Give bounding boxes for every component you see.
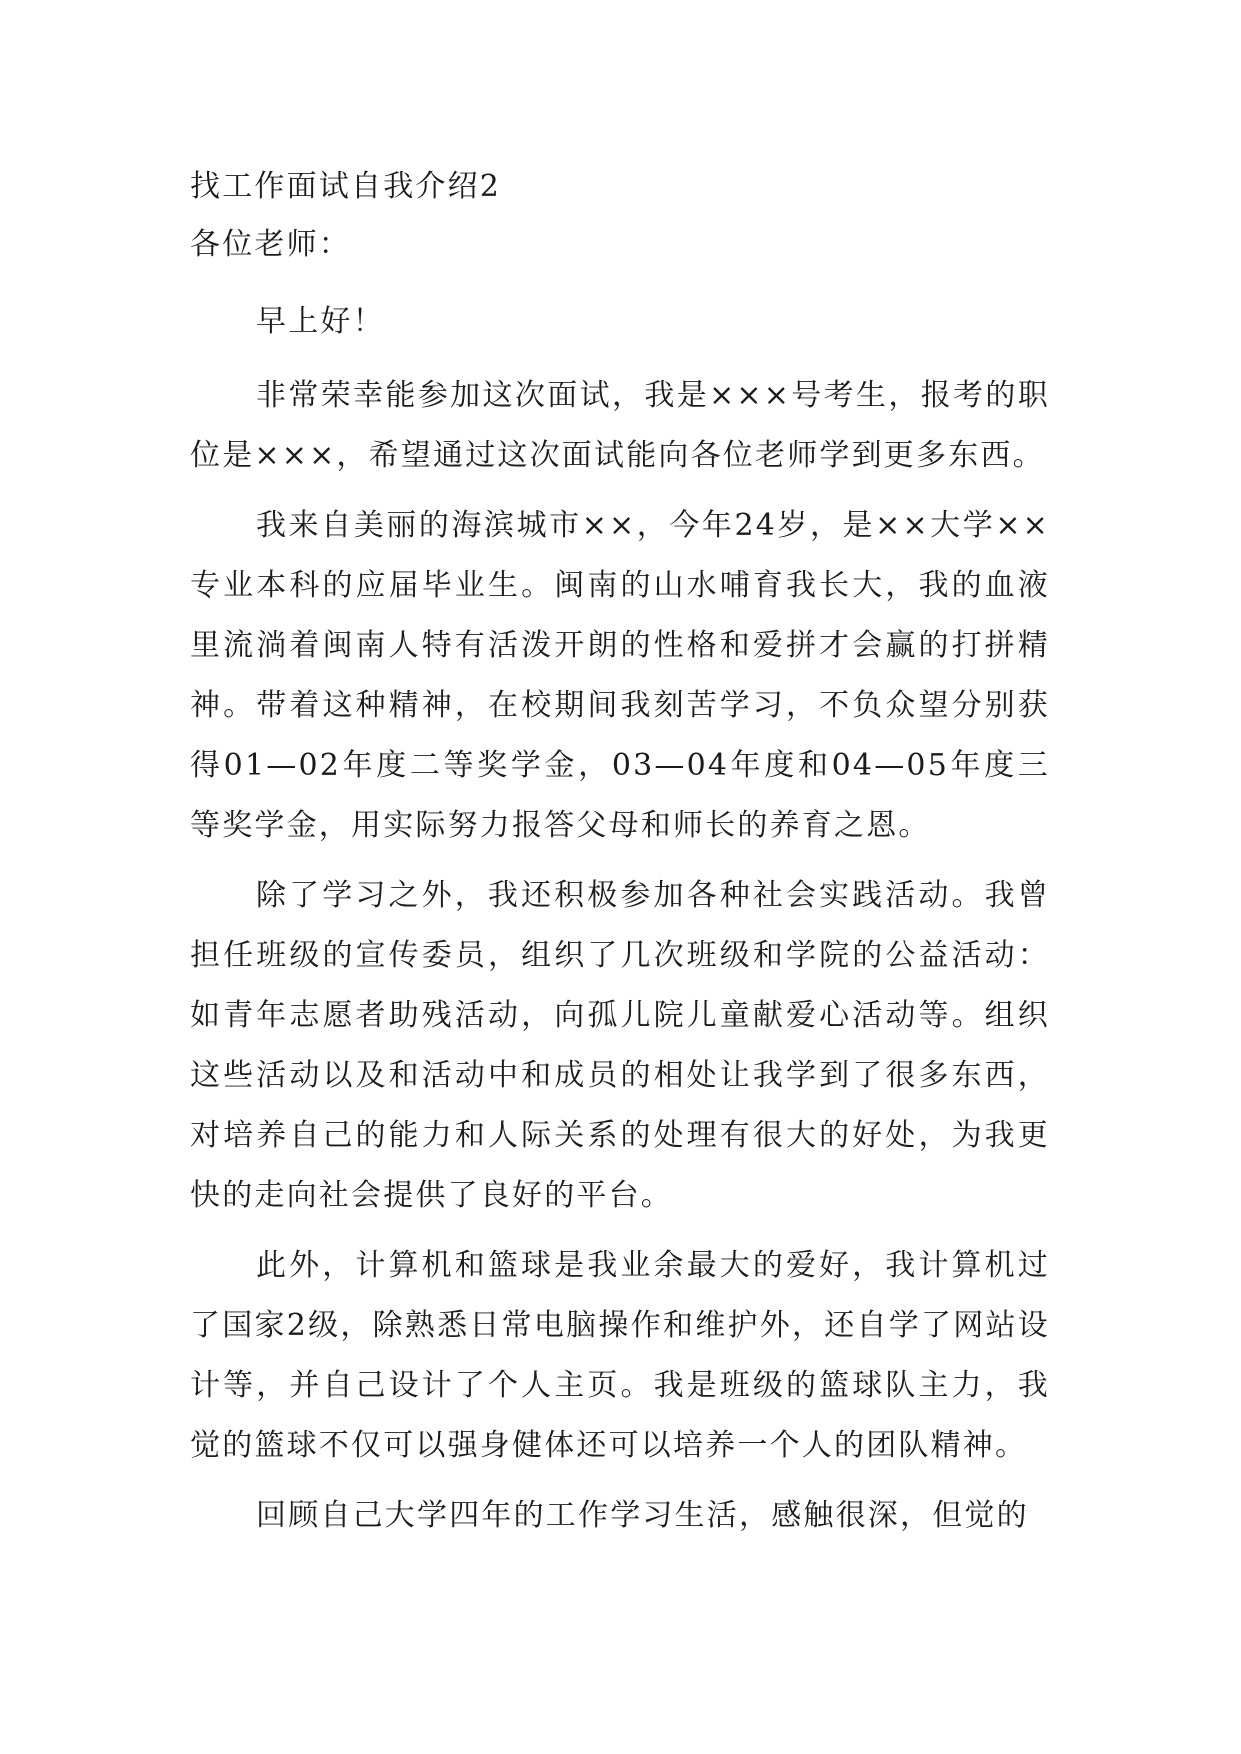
- paragraph-hobbies: 此外，计算机和篮球是我业余最大的爱好，我计算机过了国家2级，除熟悉日常电脑操作和维护外，还自学了网站设计等，并自己设计了个人主页。我是班级的篮球队主力，我觉的篮球不仅可以强身健体还可以培养一个人的团队精神。: [190, 1248, 1050, 1463]
- document-title: 找工作面试自我介绍2: [190, 169, 502, 204]
- greeting: 早上好！: [256, 304, 385, 339]
- document-body: [190, 166, 1050, 1546]
- paragraph-review: 回顾自己大学四年的工作学习生活，感触很深，但觉的: [256, 1498, 1029, 1533]
- paragraph-activities: 除了学习之外，我还积极参加各种社会实践活动。我曾担任班级的宣传委员，组织了几次班级和学院的公益活动：如青年志愿者助残活动，向孤儿院儿童献爱心活动等。组织这些活动以及和活动中和成员的相处让我学到了很多东西，对培养自己的能力和人际关系的处理有很大的好处，为我更快的走向社会提供了良好的平台。: [190, 878, 1050, 1213]
- salutation: 各位老师：: [190, 227, 351, 262]
- paragraph-intro: 非常荣幸能参加这次面试，我是×××号考生，报考的职位是×××，希望通过这次面试能向各位老师学到更多东西。: [190, 378, 1050, 473]
- paragraph-background: 我来自美丽的海滨城市××，今年24岁，是××大学××专业本科的应届毕业生。闽南的山水哺育我长大，我的血液里流淌着闽南人特有活泼开朗的性格和爱拼才会赢的打拼精神。带着这种精神，在校期间我刻苦学习，不负众望分别获得01—02年度二等奖学金，03—04年度和04—05年度三等奖学金，用实际努力报答父母和师长的养育之恩。: [190, 508, 1050, 843]
